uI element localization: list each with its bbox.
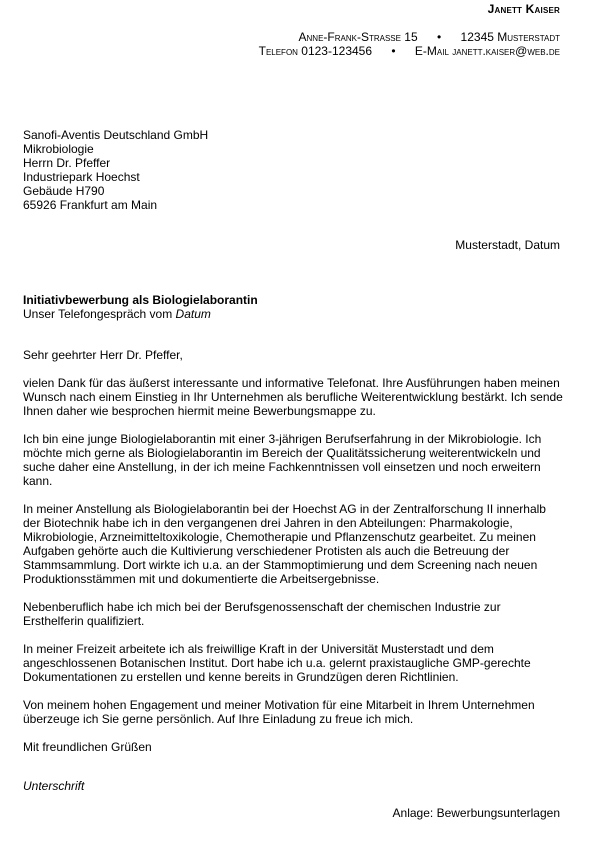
recipient-line: 65926 Frankfurt am Main <box>23 198 158 212</box>
body-paragraph: Von meinem hohen Engagement und meiner Motivation für eine Mitarbeit in Ihrem Unternehmen überzeuge ich Sie gerne persönlich. Auf Ihre Einladung zu freue ich mich. <box>23 698 535 726</box>
body-paragraph: In meiner Anstellung als Biologielaborantin bei der Hoechst AG in der Zentralforschung II innerhalb der Biotechnik habe ich in den vergangenen drei Jahren in den Abteilungen: Pharmakologie, Mikrobiologie, Arzneimitteltoxikologie, Chemotherapie und Pflanzenschutz gearbeitet. Zu meinen Aufgaben gehörte auch die Kultivierung verschiedener Protisten als auch die Betreuung der Stammsammlung. Dort wirkte ich u.a. an der Stammoptimierung und dem Screening nach neuen Produktionsstämmen mit und dokumentierte die Arbeitsergebnisse. <box>23 502 546 586</box>
body-paragraph: Ich bin eine junge Biologielaborantin mit einer 3-jährigen Berufserfahrung in der Mikrobiologie. Ich möchte mich gerne als Biologielaborantin im Bereich der Qualitätssicherung weiterentwickeln und suche daher eine Anstellung, in der ich meine Fachkenntnissen voll einsetzen und noch erweitern kann. <box>23 432 542 488</box>
subject-reference <box>23 307 258 321</box>
sender-name: Janett Kaiser <box>487 2 560 16</box>
recipient-line: Sanofi-Aventis Deutschland GmbH <box>23 128 209 142</box>
closing: Mit freundlichen Grüßen <box>23 740 152 754</box>
sender-phone: Telefon 0123-123456 <box>258 44 373 58</box>
enclosure-note: Anlage: Bewerbungsunterlagen <box>392 806 560 820</box>
recipient-address <box>23 128 208 212</box>
body-paragraph: vielen Dank für das äußerst interessante und informative Telefonat. Ihre Ausführungen haben meinen Wunsch nach einem Einstieg in Ihr Unternehmen als berufliche Weiterentwicklung bestärkt. Ich sende Ihnen daher wie besprochen hiermit meine Bewerbungsmappe zu. <box>23 376 563 418</box>
body-paragraph: In meiner Freizeit arbeitete ich als freiwillige Kraft in der Universität Musterstadt und dem angeschlossenen Botanischen Institut. Dort habe ich u.a. gelernt praxistaugliche GMP-gerechte Dokumentationen zu erstellen und kenne bereits in Grundzügen deren Richtlinien. <box>23 642 531 684</box>
sender-address-line <box>299 30 560 44</box>
subject-block <box>23 293 258 321</box>
letter-body <box>23 348 563 768</box>
separator-bullet: • <box>437 30 442 44</box>
place-date: Musterstadt, Datum <box>455 238 560 252</box>
sender-email: E-Mail janett.kaiser@web.de <box>414 44 560 58</box>
body-paragraph: Nebenberuflich habe ich mich bei der Berufsgenossenschaft der chemischen Industrie zur Ersthelferin qualifiziert. <box>23 600 501 628</box>
subject-reference-prefix: Unser Telefongespräch vom <box>23 307 176 321</box>
separator-bullet: • <box>391 44 396 58</box>
recipient-line: Herrn Dr. Pfeffer <box>23 156 111 170</box>
subject-title: Initiativbewerbung als Biologielaborantin <box>23 293 258 307</box>
sender-contact-line <box>259 44 560 58</box>
sender-city: 12345 Musterstadt <box>460 30 560 44</box>
recipient-line: Industriepark Hoechst <box>23 170 140 184</box>
salutation: Sehr geehrter Herr Dr. Pfeffer, <box>23 348 183 362</box>
subject-reference-date: Datum <box>175 307 211 321</box>
signature: Unterschrift <box>23 779 85 793</box>
recipient-line: Gebäude H790 <box>23 184 105 198</box>
sender-street: Anne-Frank-Strasse 15 <box>298 30 418 44</box>
recipient-line: Mikrobiologie <box>23 142 94 156</box>
